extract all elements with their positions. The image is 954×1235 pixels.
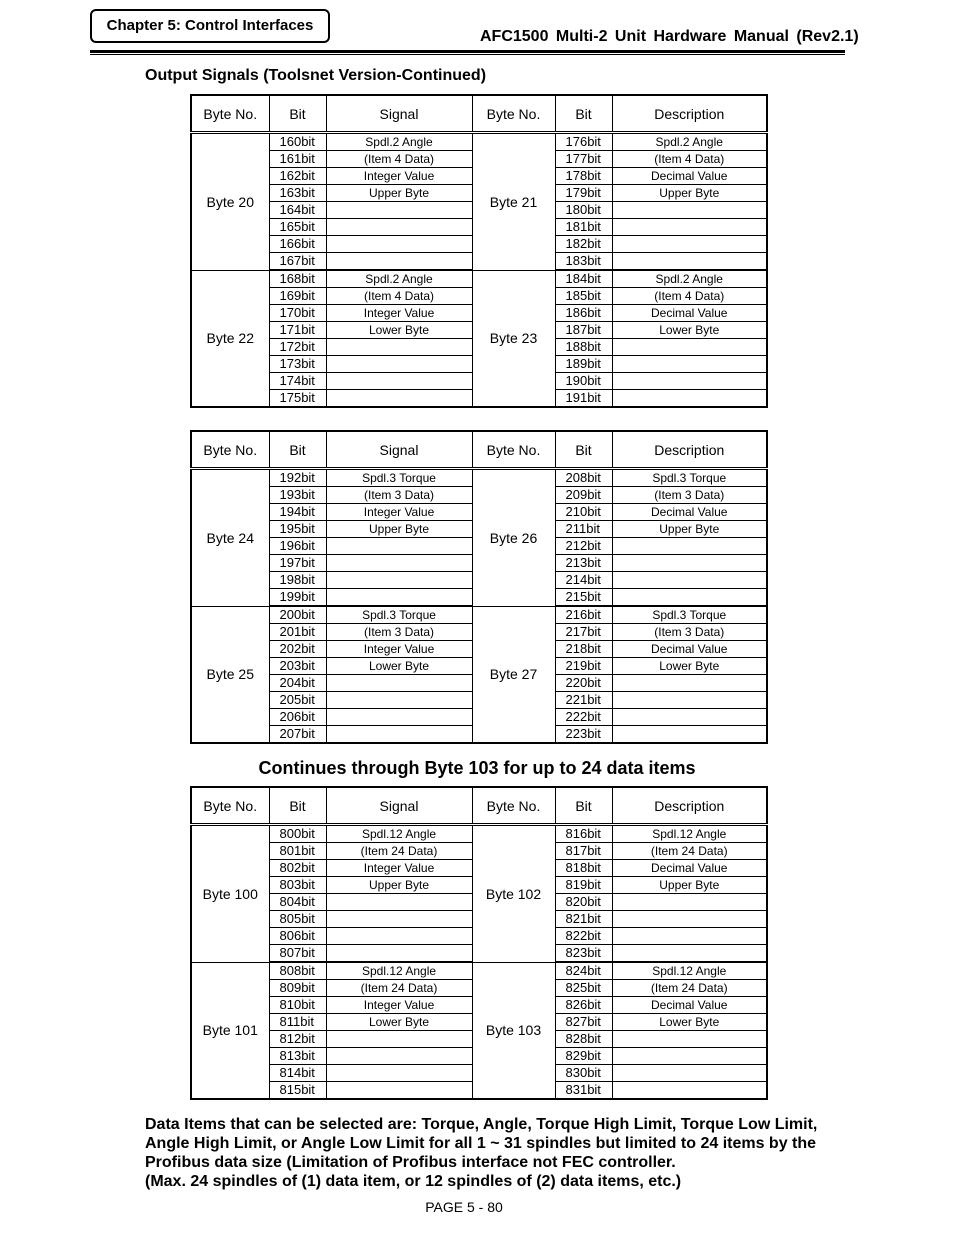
column-header: Signal <box>326 95 472 133</box>
bit-cell: 816bit <box>555 825 612 843</box>
signal-cell <box>326 928 472 945</box>
bit-cell: 805bit <box>269 911 326 928</box>
table-row <box>191 133 767 151</box>
byte-number-cell: Byte 27 <box>472 606 555 743</box>
signal-cell <box>326 911 472 928</box>
signal-cell <box>326 356 472 373</box>
bit-cell: 222bit <box>555 709 612 726</box>
column-header: Bit <box>555 787 612 825</box>
bit-cell: 166bit <box>269 236 326 253</box>
description-cell <box>612 555 767 572</box>
bit-cell: 218bit <box>555 641 612 658</box>
bit-cell: 161bit <box>269 151 326 168</box>
bit-cell: 815bit <box>269 1082 326 1100</box>
description-cell <box>612 928 767 945</box>
bit-cell: 206bit <box>269 709 326 726</box>
signal-table-2 <box>190 430 768 744</box>
signal-cell: Spdl.3 Torque <box>326 469 472 487</box>
bit-cell: 205bit <box>269 692 326 709</box>
bit-cell: 177bit <box>555 151 612 168</box>
bit-cell: 802bit <box>269 860 326 877</box>
continues-note: Continues through Byte 103 for up to 24 data items <box>258 758 696 778</box>
bit-cell: 811bit <box>269 1014 326 1031</box>
bit-cell: 201bit <box>269 624 326 641</box>
signal-cell <box>326 339 472 356</box>
column-header: Byte No. <box>191 431 269 469</box>
byte-number-cell: Byte 23 <box>472 270 555 407</box>
description-cell: Decimal Value <box>612 168 767 185</box>
bit-cell: 207bit <box>269 726 326 744</box>
column-header: Description <box>612 95 767 133</box>
bit-cell: 208bit <box>555 469 612 487</box>
description-cell <box>612 356 767 373</box>
description-cell: Lower Byte <box>612 1014 767 1031</box>
description-cell <box>612 373 767 390</box>
description-cell <box>612 538 767 555</box>
note-line: Angle High Limit, or Angle Low Limit for all 1 ~ 31 spindles but limited to 24 items by the <box>145 1135 817 1152</box>
description-cell: (Item 24 Data) <box>612 980 767 997</box>
description-cell: Spdl.3 Torque <box>612 469 767 487</box>
bit-cell: 189bit <box>555 356 612 373</box>
bit-cell: 813bit <box>269 1048 326 1065</box>
bit-cell: 812bit <box>269 1031 326 1048</box>
bit-cell: 210bit <box>555 504 612 521</box>
bit-cell: 829bit <box>555 1048 612 1065</box>
description-cell: Upper Byte <box>612 877 767 894</box>
description-cell: (Item 3 Data) <box>612 487 767 504</box>
note-line: Data Items that can be selected are: Torque, Angle, Torque High Limit, Torque Low Limit, <box>145 1116 818 1133</box>
signal-cell <box>326 572 472 589</box>
bit-cell: 172bit <box>269 339 326 356</box>
description-cell <box>612 692 767 709</box>
description-cell <box>612 236 767 253</box>
column-header: Byte No. <box>472 787 555 825</box>
signal-cell: Integer Value <box>326 168 472 185</box>
bit-cell: 186bit <box>555 305 612 322</box>
signal-cell <box>326 373 472 390</box>
column-header: Description <box>612 431 767 469</box>
signal-cell <box>326 390 472 408</box>
signal-table-1 <box>190 94 768 408</box>
description-cell <box>612 339 767 356</box>
byte-number-cell: Byte 26 <box>472 469 555 607</box>
column-header: Byte No. <box>472 431 555 469</box>
description-cell: Spdl.12 Angle <box>612 825 767 843</box>
bit-cell: 203bit <box>269 658 326 675</box>
description-cell: Decimal Value <box>612 641 767 658</box>
signal-cell <box>326 675 472 692</box>
description-cell <box>612 709 767 726</box>
table-header-row <box>191 431 767 469</box>
description-cell <box>612 1082 767 1100</box>
bit-cell: 822bit <box>555 928 612 945</box>
signal-cell <box>326 726 472 744</box>
byte-number-cell: Byte 102 <box>472 825 555 963</box>
description-cell <box>612 253 767 271</box>
signal-cell <box>326 709 472 726</box>
signal-cell: Integer Value <box>326 504 472 521</box>
bit-cell: 181bit <box>555 219 612 236</box>
page-number: PAGE 5 - 80 <box>425 1199 503 1215</box>
bit-cell: 830bit <box>555 1065 612 1082</box>
bit-cell: 219bit <box>555 658 612 675</box>
byte-number-cell: Byte 25 <box>191 606 269 743</box>
note-line: Profibus data size (Limitation of Profibus interface not FEC controller. <box>145 1154 676 1171</box>
bit-cell: 180bit <box>555 202 612 219</box>
table-row <box>191 270 767 288</box>
byte-number-cell: Byte 21 <box>472 133 555 271</box>
bit-cell: 171bit <box>269 322 326 339</box>
bit-cell: 221bit <box>555 692 612 709</box>
byte-number-cell: Byte 100 <box>191 825 269 963</box>
description-cell <box>612 589 767 607</box>
signal-table-3 <box>190 786 768 1100</box>
description-cell: Decimal Value <box>612 997 767 1014</box>
signal-cell: Upper Byte <box>326 185 472 202</box>
bit-cell: 806bit <box>269 928 326 945</box>
description-cell: Spdl.3 Torque <box>612 606 767 624</box>
description-cell <box>612 894 767 911</box>
description-cell <box>612 945 767 963</box>
description-cell: (Item 4 Data) <box>612 288 767 305</box>
bit-cell: 179bit <box>555 185 612 202</box>
description-cell: Lower Byte <box>612 658 767 675</box>
byte-number-cell: Byte 103 <box>472 962 555 1099</box>
signal-cell: Upper Byte <box>326 877 472 894</box>
description-cell: Spdl.12 Angle <box>612 962 767 980</box>
signal-cell <box>326 692 472 709</box>
signal-cell <box>326 219 472 236</box>
table-row <box>191 825 767 843</box>
signal-cell: (Item 24 Data) <box>326 980 472 997</box>
signal-cell <box>326 202 472 219</box>
bit-cell: 176bit <box>555 133 612 151</box>
description-cell <box>612 219 767 236</box>
note-line: (Max. 24 spindles of (1) data item, or 12 spindles of (2) data items, etc.) <box>145 1173 682 1190</box>
bit-cell: 800bit <box>269 825 326 843</box>
bit-cell: 174bit <box>269 373 326 390</box>
signal-cell: (Item 4 Data) <box>326 288 472 305</box>
column-header: Signal <box>326 787 472 825</box>
signal-cell: Integer Value <box>326 997 472 1014</box>
bit-cell: 831bit <box>555 1082 612 1100</box>
description-cell: Decimal Value <box>612 504 767 521</box>
bit-cell: 804bit <box>269 894 326 911</box>
bit-cell: 817bit <box>555 843 612 860</box>
signal-cell: (Item 24 Data) <box>326 843 472 860</box>
bit-cell: 810bit <box>269 997 326 1014</box>
bit-cell: 209bit <box>555 487 612 504</box>
bit-cell: 820bit <box>555 894 612 911</box>
manual-title: AFC1500 Multi-2 Unit Hardware Manual (Rev2.1) <box>480 28 859 45</box>
bit-cell: 182bit <box>555 236 612 253</box>
signal-cell: (Item 4 Data) <box>326 151 472 168</box>
bit-cell: 197bit <box>269 555 326 572</box>
byte-number-cell: Byte 101 <box>191 962 269 1099</box>
description-cell <box>612 911 767 928</box>
column-header: Description <box>612 787 767 825</box>
header-rule-thin <box>90 54 845 55</box>
column-header: Byte No. <box>191 95 269 133</box>
bit-cell: 199bit <box>269 589 326 607</box>
signal-cell: Lower Byte <box>326 1014 472 1031</box>
bit-cell: 200bit <box>269 606 326 624</box>
signal-cell <box>326 894 472 911</box>
signal-cell <box>326 1031 472 1048</box>
bit-cell: 188bit <box>555 339 612 356</box>
signal-cell: Lower Byte <box>326 322 472 339</box>
bit-cell: 825bit <box>555 980 612 997</box>
signal-cell <box>326 253 472 271</box>
column-header: Signal <box>326 431 472 469</box>
description-cell: Decimal Value <box>612 860 767 877</box>
bit-cell: 195bit <box>269 521 326 538</box>
description-cell: (Item 24 Data) <box>612 843 767 860</box>
bit-cell: 213bit <box>555 555 612 572</box>
bit-cell: 223bit <box>555 726 612 744</box>
description-cell <box>612 1031 767 1048</box>
description-cell: (Item 3 Data) <box>612 624 767 641</box>
bit-cell: 196bit <box>269 538 326 555</box>
bit-cell: 823bit <box>555 945 612 963</box>
bit-cell: 809bit <box>269 980 326 997</box>
header-rule <box>90 50 845 53</box>
bit-cell: 211bit <box>555 521 612 538</box>
data-items-note <box>145 1115 845 1191</box>
bit-cell: 807bit <box>269 945 326 963</box>
signal-cell <box>326 555 472 572</box>
bit-cell: 183bit <box>555 253 612 271</box>
bit-cell: 217bit <box>555 624 612 641</box>
byte-number-cell: Byte 24 <box>191 469 269 607</box>
description-cell: Upper Byte <box>612 521 767 538</box>
bit-cell: 803bit <box>269 877 326 894</box>
bit-cell: 204bit <box>269 675 326 692</box>
bit-cell: 175bit <box>269 390 326 408</box>
bit-cell: 818bit <box>555 860 612 877</box>
bit-cell: 801bit <box>269 843 326 860</box>
signal-cell: Upper Byte <box>326 521 472 538</box>
description-cell <box>612 1048 767 1065</box>
section-title: Output Signals (Toolsnet Version-Continued) <box>145 67 487 84</box>
signal-cell <box>326 236 472 253</box>
description-cell <box>612 390 767 408</box>
signal-cell: Integer Value <box>326 305 472 322</box>
bit-cell: 170bit <box>269 305 326 322</box>
bit-cell: 164bit <box>269 202 326 219</box>
signal-cell: Lower Byte <box>326 658 472 675</box>
bit-cell: 185bit <box>555 288 612 305</box>
signal-cell: Spdl.3 Torque <box>326 606 472 624</box>
bit-cell: 162bit <box>269 168 326 185</box>
table-row <box>191 606 767 624</box>
description-cell <box>612 1065 767 1082</box>
byte-number-cell: Byte 20 <box>191 133 269 271</box>
byte-number-cell: Byte 22 <box>191 270 269 407</box>
bit-cell: 220bit <box>555 675 612 692</box>
signal-cell: Integer Value <box>326 860 472 877</box>
bit-cell: 160bit <box>269 133 326 151</box>
bit-cell: 168bit <box>269 270 326 288</box>
description-cell: Decimal Value <box>612 305 767 322</box>
bit-cell: 819bit <box>555 877 612 894</box>
signal-cell <box>326 945 472 963</box>
table-header-row <box>191 95 767 133</box>
bit-cell: 163bit <box>269 185 326 202</box>
bit-cell: 190bit <box>555 373 612 390</box>
bit-cell: 808bit <box>269 962 326 980</box>
chapter-label: Chapter 5: Control Interfaces <box>90 9 330 43</box>
table-row <box>191 469 767 487</box>
bit-cell: 193bit <box>269 487 326 504</box>
bit-cell: 824bit <box>555 962 612 980</box>
bit-cell: 169bit <box>269 288 326 305</box>
table-row <box>191 962 767 980</box>
description-cell <box>612 726 767 744</box>
signal-cell: Spdl.2 Angle <box>326 133 472 151</box>
column-header: Bit <box>269 95 326 133</box>
description-cell: Upper Byte <box>612 185 767 202</box>
table-header-row <box>191 787 767 825</box>
description-cell: Spdl.2 Angle <box>612 270 767 288</box>
bit-cell: 165bit <box>269 219 326 236</box>
signal-cell: Spdl.12 Angle <box>326 825 472 843</box>
bit-cell: 214bit <box>555 572 612 589</box>
signal-cell: (Item 3 Data) <box>326 487 472 504</box>
bit-cell: 216bit <box>555 606 612 624</box>
column-header: Byte No. <box>191 787 269 825</box>
description-cell: Spdl.2 Angle <box>612 133 767 151</box>
description-cell <box>612 572 767 589</box>
signal-cell <box>326 1082 472 1100</box>
description-cell: (Item 4 Data) <box>612 151 767 168</box>
bit-cell: 826bit <box>555 997 612 1014</box>
bit-cell: 167bit <box>269 253 326 271</box>
bit-cell: 178bit <box>555 168 612 185</box>
signal-cell: Integer Value <box>326 641 472 658</box>
column-header: Bit <box>555 95 612 133</box>
description-cell <box>612 202 767 219</box>
bit-cell: 187bit <box>555 322 612 339</box>
description-cell: Lower Byte <box>612 322 767 339</box>
column-header: Byte No. <box>472 95 555 133</box>
bit-cell: 821bit <box>555 911 612 928</box>
signal-cell <box>326 589 472 607</box>
column-header: Bit <box>269 787 326 825</box>
bit-cell: 814bit <box>269 1065 326 1082</box>
bit-cell: 215bit <box>555 589 612 607</box>
bit-cell: 191bit <box>555 390 612 408</box>
bit-cell: 202bit <box>269 641 326 658</box>
bit-cell: 827bit <box>555 1014 612 1031</box>
column-header: Bit <box>269 431 326 469</box>
signal-cell: Spdl.2 Angle <box>326 270 472 288</box>
column-header: Bit <box>555 431 612 469</box>
signal-cell <box>326 538 472 555</box>
signal-cell: Spdl.12 Angle <box>326 962 472 980</box>
bit-cell: 173bit <box>269 356 326 373</box>
bit-cell: 184bit <box>555 270 612 288</box>
bit-cell: 198bit <box>269 572 326 589</box>
bit-cell: 194bit <box>269 504 326 521</box>
signal-cell: (Item 3 Data) <box>326 624 472 641</box>
description-cell <box>612 675 767 692</box>
bit-cell: 192bit <box>269 469 326 487</box>
bit-cell: 212bit <box>555 538 612 555</box>
signal-cell <box>326 1048 472 1065</box>
signal-cell <box>326 1065 472 1082</box>
bit-cell: 828bit <box>555 1031 612 1048</box>
